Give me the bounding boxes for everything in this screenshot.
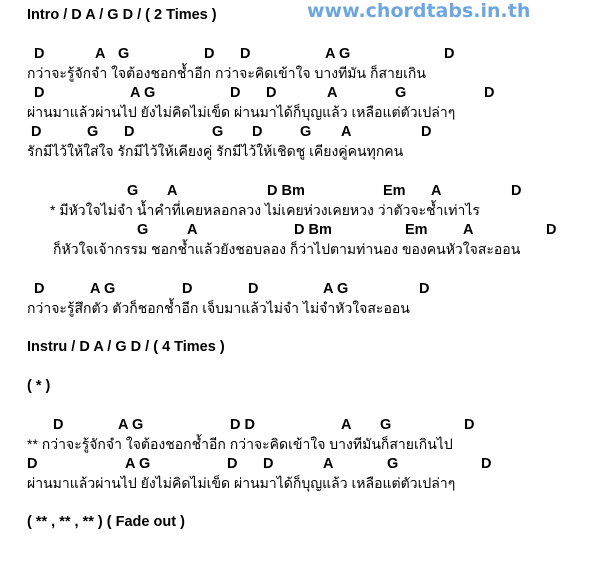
chord: A [95, 46, 106, 62]
chord: D [546, 222, 557, 238]
verse1-lyric-1: กว่าจะรู้จักจำ ใจต้องชอกช้ำอีก กว่าจะคิดเข้าใจ บางทีมัน ก็สายเกิน [27, 65, 426, 81]
chord: D [464, 417, 475, 433]
chord: Em [383, 183, 406, 199]
chord: D [511, 183, 522, 199]
chord: D [248, 281, 259, 297]
outro-line: ( ** , ** , ** ) ( Fade out ) [27, 514, 185, 530]
verse2-lyric-1: กว่าจะรู้สึกตัว ตัวก็ชอกช้ำอีก เจ็บมาแล้วไม่จำ ไม่จำหัวใจสะออน [27, 300, 410, 316]
chord: D [227, 456, 238, 472]
intro-line: Intro / D A / G D / ( 2 Times ) [27, 7, 217, 23]
chorus-lyric-2: ก็หัวใจเจ้ากรรม ชอกช้ำแล้วยังชอบลอง ก็ว่าไปตามท่านอง ของคนหัวใจสะออน [53, 241, 521, 257]
chord: A G [125, 456, 151, 472]
chord: G [127, 183, 139, 199]
chord: D [266, 85, 277, 101]
chord: D [31, 124, 42, 140]
chord: D [34, 85, 45, 101]
chord: D [421, 124, 432, 140]
chord: D Bm [294, 222, 332, 238]
chord: D [230, 85, 241, 101]
chord: D [27, 456, 38, 472]
chord: D [252, 124, 263, 140]
chord: A [323, 456, 334, 472]
chord: A G [130, 85, 156, 101]
chord: D [34, 46, 45, 62]
chord: D [53, 417, 64, 433]
chord: G [118, 46, 130, 62]
chord: G [387, 456, 399, 472]
chord: Em [405, 222, 428, 238]
chord: A G [90, 281, 116, 297]
chord: D [444, 46, 455, 62]
verse3-lyric-2: ผ่านมาแล้วผ่านไป ยังไม่คิดไม่เข็ด ผ่านมาได้ก็บุญแล้ว เหลือแต่ตัวเปล่าๆ [27, 475, 456, 491]
chord: A [341, 417, 352, 433]
chord: D [34, 281, 45, 297]
chord: D [263, 456, 274, 472]
chorus-lyric-1: * มีหัวใจไม่จำ น้ำคำที่เคยหลอกลวง ไม่เคยห่วงเคยหวง ว่าตัวจะช้ำเท่าไร [50, 202, 480, 218]
chord: G [380, 417, 392, 433]
verse1-lyric-2: ผ่านมาแล้วผ่านไป ยังไม่คิดไม่เข็ด ผ่านมาได้ก็บุญแล้ว เหลือแต่ตัวเปล่าๆ [27, 104, 456, 120]
chord: D [182, 281, 193, 297]
chord: D [204, 46, 215, 62]
chord: D [240, 46, 251, 62]
chord: D [124, 124, 135, 140]
chord: A G [325, 46, 351, 62]
chord: D D [230, 417, 255, 433]
chord: D [484, 85, 495, 101]
chord: D [481, 456, 492, 472]
verse3-lyric-1: ** กว่าจะรู้จักจำ ใจต้องชอกช้ำอีก กว่าจะคิดเข้าใจ บางทีมันก็สายเกินไป [27, 436, 453, 452]
chord: D [419, 281, 430, 297]
chord: A [187, 222, 198, 238]
repeat-chorus-line: ( * ) [27, 378, 51, 394]
chord: A G [323, 281, 349, 297]
verse1-lyric-3: รักมีไว้ให้ใส่ใจ รักมีไว้ให้เคียงคู่ รักมีไว้ให้เชิดชู เคียงคู่คนทุกคน [27, 143, 404, 159]
chord: A [463, 222, 474, 238]
chord: G [212, 124, 224, 140]
chord: G [395, 85, 407, 101]
chord: A [327, 85, 338, 101]
chord: G [300, 124, 312, 140]
instru-line: Instru / D A / G D / ( 4 Times ) [27, 339, 225, 355]
chord: A [341, 124, 352, 140]
site-watermark: www.chordtabs.in.th [307, 0, 531, 22]
chord: G [137, 222, 149, 238]
chord: A [167, 183, 178, 199]
chord: A G [118, 417, 144, 433]
chord: D Bm [267, 183, 305, 199]
chord: G [87, 124, 99, 140]
chord: A [431, 183, 442, 199]
